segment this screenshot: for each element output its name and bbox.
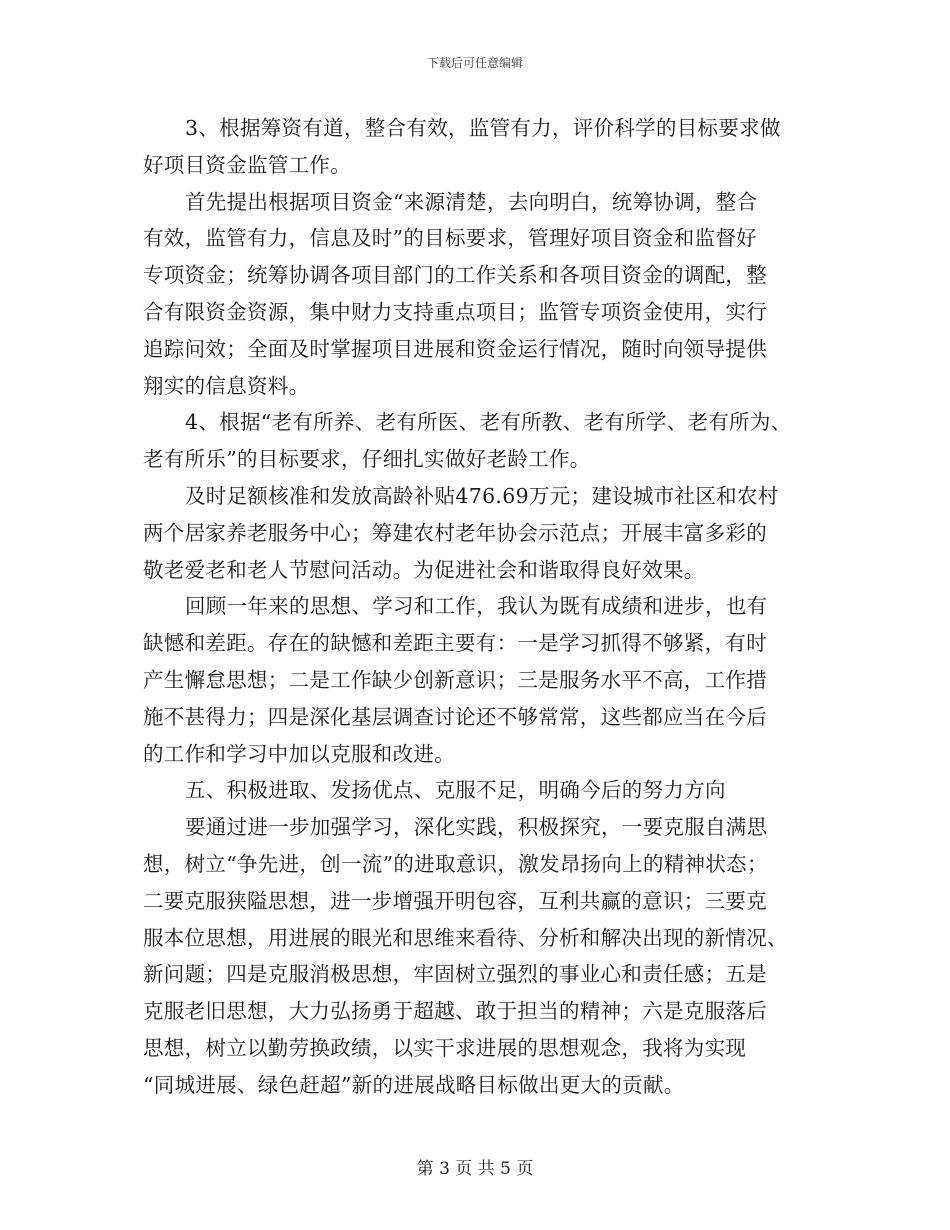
document-body <box>143 110 823 1104</box>
text-line: 的工作和学习中加以克服和改进。 <box>143 741 455 766</box>
text-line: 回顾一年来的思想、学习和工作，我认为既有成绩和进步，也有 <box>185 594 768 619</box>
text-line: 新问题；四是克服消极思想，牢固树立强烈的事业心和责任感；五是 <box>143 962 767 987</box>
text-line: 思想，树立以勤劳换政绩，以实干求进展的思想观念，我将为实现 <box>143 1035 747 1060</box>
text-line: 敬老爱老和老人节慰问活动。为促进社会和谐取得良好效果。 <box>143 557 705 582</box>
text-line: 老有所乐”的目标要求，仔细扎实做好老龄工作。 <box>143 447 591 472</box>
text-line: 要通过进一步加强学习，深化实践，积极探究，一要克服自满思 <box>185 815 768 840</box>
text-line: 追踪问效；全面及时掌握项目进展和资金运行情况，随时向领导提供 <box>143 336 767 361</box>
page-footer: 第 3 页 共 5 页 <box>416 1159 534 1179</box>
text-line: 及时足额核准和发放高龄补贴476.69万元；建设城市社区和农村 <box>185 483 779 508</box>
text-line: 两个居家养老服务中心；筹建农村老年协会示范点；开展丰富多彩的 <box>143 520 767 545</box>
text-line: 施不甚得力；四是深化基层调查讨论还不够常常，这些都应当在今后 <box>143 704 767 729</box>
text-line: 想，树立“争先进，创一流”的进取意识，激发昂扬向上的精神状态； <box>143 851 768 876</box>
text-line: 有效，监管有力，信息及时”的目标要求，管理好项目资金和监督好 <box>143 226 757 251</box>
text-line: 服本位思想，用进展的眼光和思维来看待、分析和解决出现的新情况、 <box>143 925 788 950</box>
text-line: 翔实的信息资料。 <box>143 373 310 398</box>
text-line: 克服老旧思想，大力弘扬勇于超越、敢于担当的精神；六是克服落后 <box>143 999 767 1024</box>
text-line: 五、积极进取、发扬优点、克服不足，明确今后的努力方向 <box>185 778 726 803</box>
text-line: 二要克服狭隘思想，进一步增强开明包容，互利共赢的意识；三要克 <box>143 888 767 913</box>
text-line: 合有限资金资源，集中财力支持重点项目；监管专项资金使用，实行 <box>143 299 767 324</box>
text-line: 产生懈怠思想；二是工作缺少创新意识；三是服务水平不高，工作措 <box>143 667 767 692</box>
text-line: 缺憾和差距。存在的缺憾和差距主要有：一是学习抓得不够紧，有时 <box>143 631 767 656</box>
text-line: 3、根据筹资有道，整合有效，监管有力，评价科学的目标要求做 <box>185 116 781 140</box>
text-line: 首先提出根据项目资金“来源清楚，去向明白，统筹协调，整合 <box>185 189 758 214</box>
text-line: 4、根据“老有所养、老有所医、老有所教、老有所学、老有所为、 <box>185 410 792 435</box>
page-header: 下载后可任意编辑 <box>426 56 523 70</box>
text-line: 好项目资金监管工作。 <box>143 152 351 177</box>
text-line: “同城进展、绿色赶超”新的进展战略目标做出更大的贡献。 <box>143 1072 685 1097</box>
text-line: 专项资金；统筹协调各项目部门的工作关系和各项目资金的调配，整 <box>143 263 767 288</box>
